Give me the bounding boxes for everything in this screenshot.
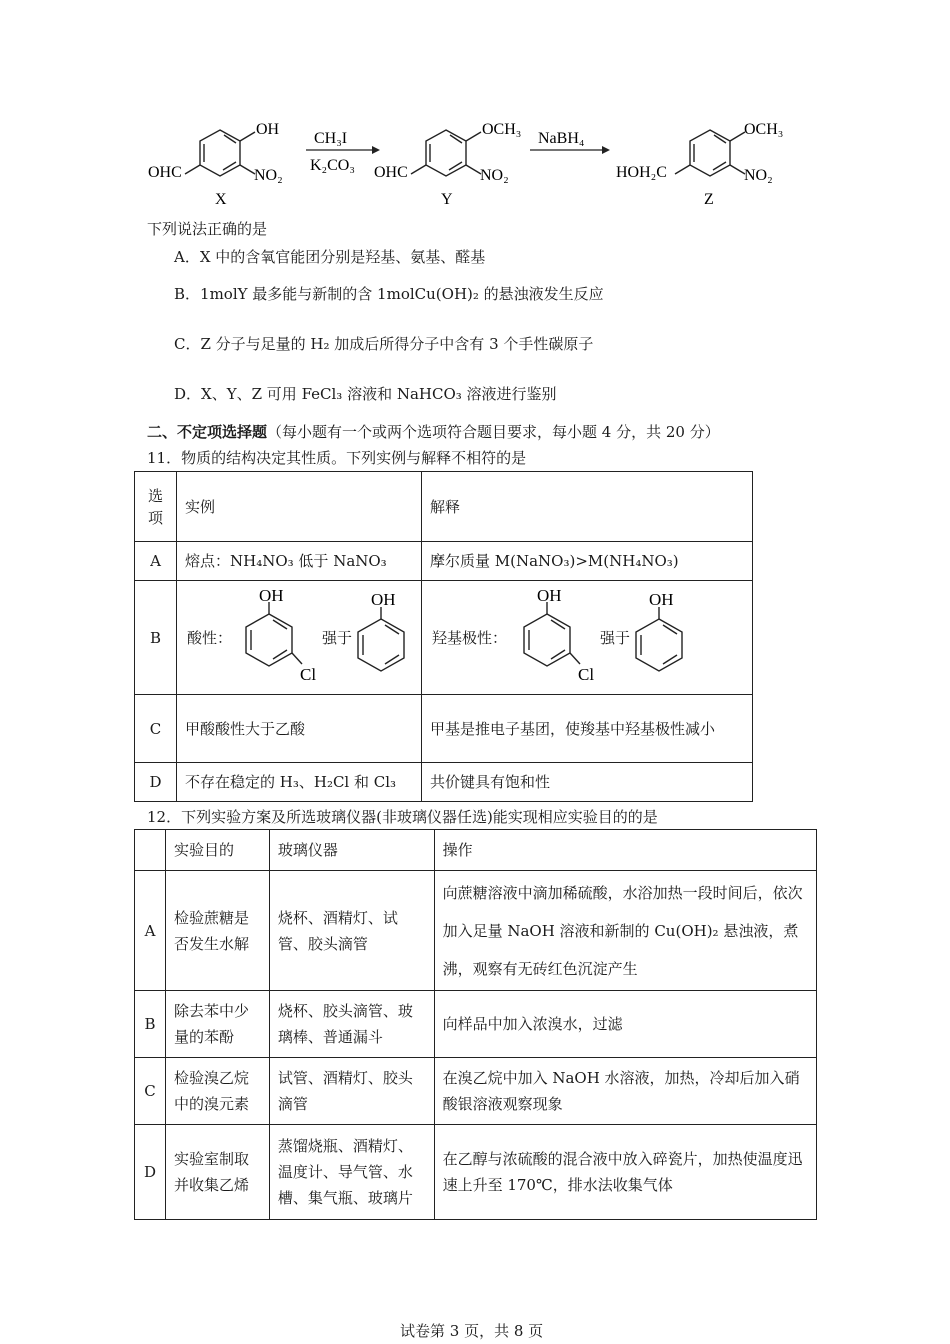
arrow1-bottom: K₂CO₃	[310, 157, 355, 174]
table-row	[135, 542, 753, 581]
q11-row-d-example: 不存在稳定的 H₃、H₂Cl 和 Cl₃	[177, 763, 422, 802]
q12-header-goal: 实验目的	[165, 830, 269, 871]
q10-option-c: C．Z 分子与足量的 H₂ 加成后所得分子中含有 3 个手性碳原子	[174, 335, 594, 353]
q11-row-c-example: 甲酸酸性大于乙酸	[177, 695, 422, 763]
section-note: （每小题有一个或两个选项符合题目要求，每小题 4 分，共 20 分）	[267, 423, 720, 441]
q11-row-d-explain: 共价键具有饱和性	[422, 763, 753, 802]
page-footer: 试卷第 3 页，共 8 页	[400, 1322, 544, 1340]
q12-row-c-goal: 检验溴乙烷中的溴元素	[165, 1058, 269, 1125]
q11-row-b-example	[177, 581, 422, 695]
phenol-structure	[349, 591, 419, 691]
svg-text:Cl: Cl	[300, 665, 317, 684]
q11-row-c-opt: C	[135, 695, 177, 763]
q11-row-a-example: 熔点：NH₄NO₃ 低于 NaNO₃	[177, 542, 422, 581]
z-label: Z	[704, 191, 714, 208]
y-ohc: OHC	[374, 164, 408, 181]
q11-stem: 11．物质的结构决定其性质。下列实例与解释不相符的是	[147, 449, 527, 467]
table-row	[135, 991, 817, 1058]
q12-table	[134, 829, 817, 1220]
y-molecule	[411, 130, 481, 176]
q12-header-blank	[135, 830, 166, 871]
reaction-scheme	[130, 110, 810, 215]
q10-option-b: B．1molY 最多能与新制的含 1molCu(OH)₂ 的悬浊液发生反应	[174, 285, 604, 303]
table-row	[135, 472, 753, 542]
q10-option-d: D．X、Y、Z 可用 FeCl₃ 溶液和 NaHCO₃ 溶液进行鉴别	[174, 385, 557, 403]
arrow1-top: CH₃I	[314, 130, 348, 147]
section-heading	[147, 421, 720, 442]
q11-header-example: 实例	[177, 472, 422, 542]
x-molecule	[185, 130, 255, 176]
q12-row-b-goal: 除去苯中少量的苯酚	[165, 991, 269, 1058]
z-och3: OCH₃	[744, 121, 784, 138]
q12-row-d-glass: 蒸馏烧瓶、酒精灯、温度计、导气管、水槽、集气瓶、玻璃片	[269, 1125, 434, 1220]
x-no2: NO₂	[254, 167, 283, 184]
q12-header-op: 操作	[434, 830, 816, 871]
y-label: Y	[441, 191, 453, 208]
svg-text:OH: OH	[259, 586, 284, 605]
q12-row-c-op: 在溴乙烷中加入 NaOH 水溶液，加热，冷却后加入硝酸银溶液观察现象	[434, 1058, 816, 1125]
q12-row-b-glass: 烧杯、胶头滴管、玻璃棒、普通漏斗	[269, 991, 434, 1058]
z-hoh2c: HOH₂C	[616, 164, 667, 181]
q12-row-b-op: 向样品中加入浓溴水，过滤	[434, 991, 816, 1058]
svg-text:OH: OH	[649, 591, 674, 609]
table-row	[135, 763, 753, 802]
q12-row-c-glass: 试管、酒精灯、胶头滴管	[269, 1058, 434, 1125]
q11-b-explain-mid: 强于	[600, 629, 631, 647]
q12-row-d-opt: D	[135, 1125, 166, 1220]
q11-table	[134, 471, 753, 802]
q12-stem: 12．下列实验方案及所选玻璃仪器(非玻璃仪器任选)能实现相应实验目的的是	[147, 808, 658, 826]
table-row	[135, 1125, 817, 1220]
table-row	[135, 1058, 817, 1125]
x-label: X	[215, 191, 227, 208]
chlorophenol-structure	[510, 586, 605, 691]
table-row	[135, 695, 753, 763]
table-row	[135, 871, 817, 991]
q11-header-explain: 解释	[422, 472, 753, 542]
svg-text:OH: OH	[537, 586, 562, 605]
q11-row-d-opt: D	[135, 763, 177, 802]
svg-text:OH: OH	[371, 591, 396, 609]
q12-row-b-opt: B	[135, 991, 166, 1058]
q12-row-a-goal: 检验蔗糖是否发生水解	[165, 871, 269, 991]
q11-row-a-opt: A	[135, 542, 177, 581]
z-no2: NO₂	[744, 167, 773, 184]
q11-row-b-explain	[422, 581, 753, 695]
q10-option-a: A．X 中的含氧官能团分别是羟基、氨基、醛基	[174, 248, 486, 266]
y-och3: OCH₃	[482, 121, 522, 138]
svg-text:Cl: Cl	[578, 665, 595, 684]
q12-row-d-op: 在乙醇与浓硫酸的混合液中放入碎瓷片，加热使温度迅速上升至 170℃，排水法收集气体	[434, 1125, 816, 1220]
q11-row-b-opt: B	[135, 581, 177, 695]
table-row	[135, 581, 753, 695]
q11-b-example-prefix: 酸性：	[187, 629, 233, 647]
q12-row-a-op: 向蔗糖溶液中滴加稀硫酸，水浴加热一段时间后，依次加入足量 NaOH 溶液和新制的 Cu(OH)₂ 悬浊液，煮沸，观察有无砖红色沉淀产生	[434, 871, 816, 991]
q12-row-a-glass: 烧杯、酒精灯、试管、胶头滴管	[269, 871, 434, 991]
y-no2: NO₂	[480, 167, 509, 184]
phenol-structure	[627, 591, 697, 691]
q12-row-c-opt: C	[135, 1058, 166, 1125]
q12-header-glass: 玻璃仪器	[269, 830, 434, 871]
q11-header-option: 选 项	[135, 472, 177, 542]
section-title: 二、不定项选择题	[147, 423, 268, 441]
x-oh: OH	[256, 121, 280, 138]
q10-stem: 下列说法正确的是	[147, 220, 268, 238]
table-row	[135, 830, 817, 871]
q11-row-a-explain: 摩尔质量 M(NaNO₃)>M(NH₄NO₃)	[422, 542, 753, 581]
q12-row-d-goal: 实验室制取并收集乙烯	[165, 1125, 269, 1220]
q11-b-explain-prefix: 羟基极性：	[432, 629, 508, 647]
arrow2-top: NaBH₄	[538, 130, 585, 147]
z-molecule	[675, 130, 745, 176]
chlorophenol-structure	[232, 586, 327, 691]
x-ohc: OHC	[148, 164, 182, 181]
q11-b-example-mid: 强于	[322, 629, 353, 647]
q12-row-a-opt: A	[135, 871, 166, 991]
q11-row-c-explain: 甲基是推电子基团，使羧基中羟基极性减小	[422, 695, 753, 763]
